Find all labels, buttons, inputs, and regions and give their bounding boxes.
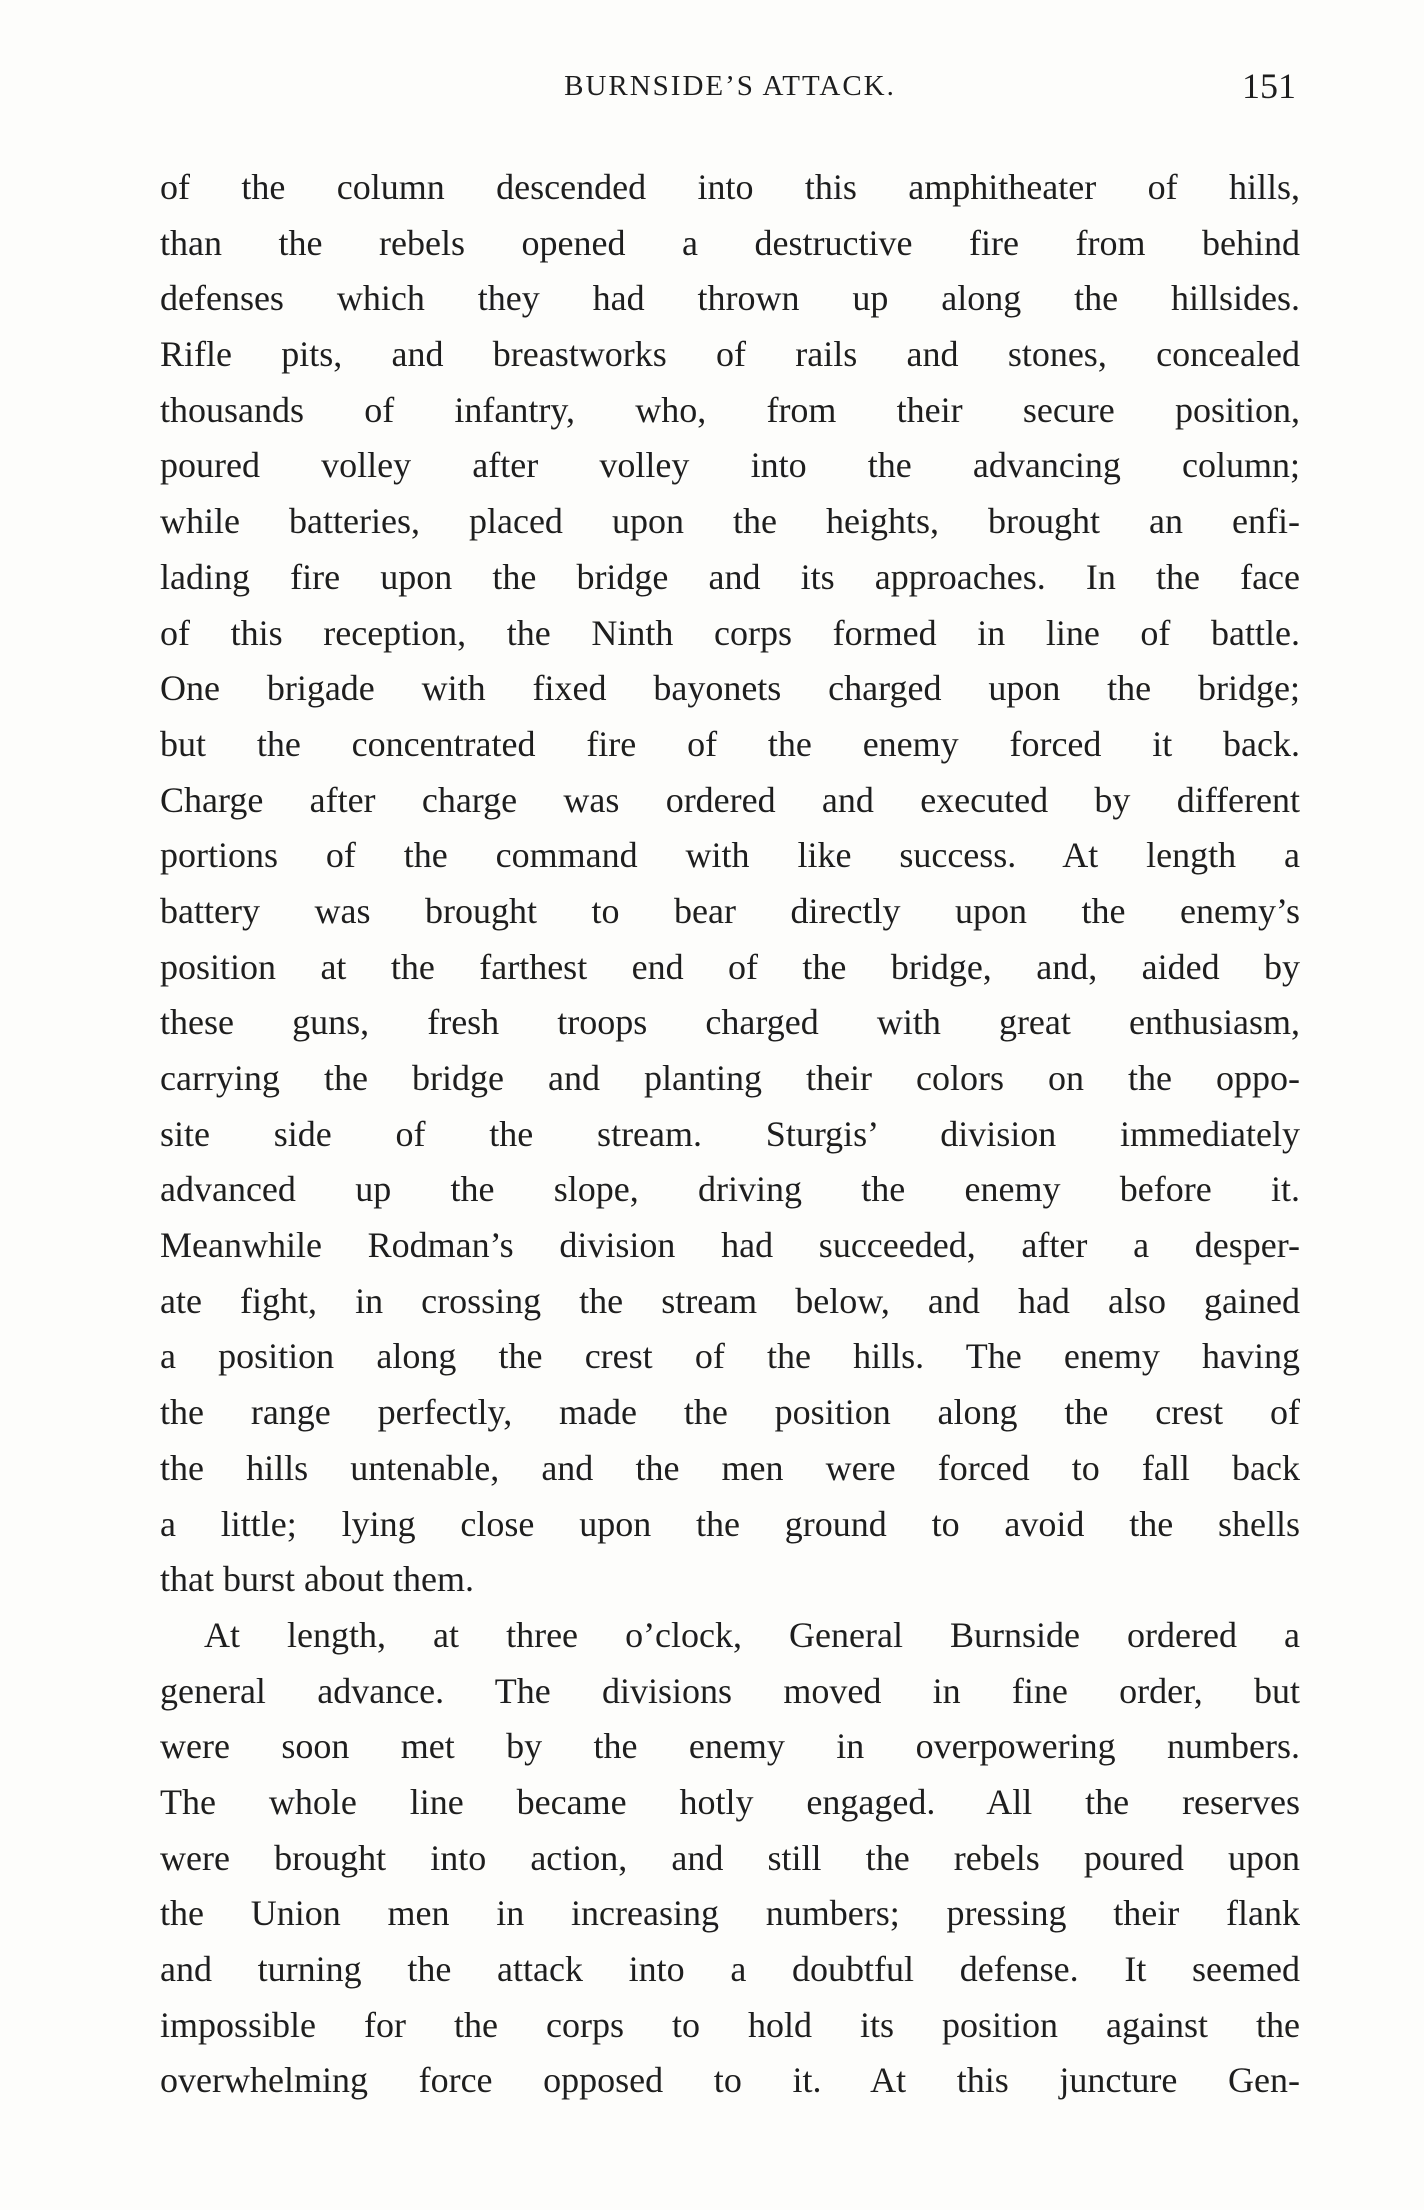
text-line: portions of the command with like success. At length a: [160, 835, 1300, 876]
text-line: site side of the stream. Sturgis’ division immediately: [160, 1113, 1300, 1154]
text-line: ate fight, in crossing the stream below, and had also gained: [160, 1280, 1300, 1321]
body-text: [160, 160, 1300, 2109]
text-line: advanced up the slope, driving the enemy before it.: [160, 1169, 1300, 1210]
text-line: the range perfectly, made the position along the crest of: [160, 1392, 1300, 1433]
text-line: defenses which they had thrown up along the hillsides.: [160, 278, 1300, 319]
text-line: than the rebels opened a destructive fire from behind: [160, 222, 1300, 263]
text-line: the hills untenable, and the men were forced to fall back: [160, 1447, 1300, 1488]
text-line: of the column descended into this amphitheater of hills,: [160, 167, 1300, 207]
paragraph: [160, 1608, 1300, 2109]
page-number: 151: [1242, 66, 1296, 106]
text-line: At length, at three o’clock, General Burnside ordered a: [204, 1614, 1300, 1655]
text-line: Meanwhile Rodman’s division had succeeded, after a desper-: [160, 1225, 1300, 1266]
running-head: [160, 62, 1300, 110]
text-line: Charge after charge was ordered and executed by different: [160, 779, 1300, 820]
text-line: poured volley after volley into the advancing column;: [160, 445, 1300, 486]
text-line: a position along the crest of the hills. The enemy having: [160, 1336, 1300, 1377]
text-line: position at the farthest end of the bridge, and, aided by: [160, 946, 1300, 987]
text-line: a little; lying close upon the ground to avoid the shells: [160, 1503, 1300, 1544]
text-line: and turning the attack into a doubtful defense. It seemed: [160, 1949, 1300, 1989]
text-line: carrying the bridge and planting their colors on the oppo-: [160, 1058, 1300, 1098]
text-line: these guns, fresh troops charged with great enthusiasm,: [160, 1002, 1300, 1043]
text-line: Rifle pits, and breastworks of rails and stones, concealed: [160, 334, 1300, 375]
text-line: the Union men in increasing numbers; pressing their flank: [160, 1893, 1300, 1934]
text-line: that burst about them.: [160, 1559, 474, 1600]
text-line: but the concentrated fire of the enemy forced it back.: [160, 723, 1300, 764]
text-line: impossible for the corps to hold its position against the: [160, 2004, 1300, 2045]
text-line: general advance. The divisions moved in fine order, but: [160, 1670, 1300, 1711]
text-line: battery was brought to bear directly upon the enemy’s: [160, 890, 1300, 931]
text-line: One brigade with fixed bayonets charged upon the bridge;: [160, 668, 1300, 709]
text-line: while batteries, placed upon the heights, brought an enfi-: [160, 501, 1300, 542]
text-line: The whole line became hotly engaged. All the reserves: [160, 1781, 1300, 1822]
running-title: BURNSIDE’S ATTACK.: [564, 70, 896, 102]
text-line: were brought into action, and still the rebels poured upon: [160, 1837, 1300, 1878]
paragraph: [160, 160, 1300, 1608]
text-line: of this reception, the Ninth corps formed in line of battle.: [160, 612, 1300, 653]
text-line: lading fire upon the bridge and its approaches. In the face: [160, 556, 1300, 597]
text-line: overwhelming force opposed to it. At this juncture Gen-: [160, 2060, 1300, 2101]
text-line: were soon met by the enemy in overpowering numbers.: [160, 1726, 1300, 1767]
text-line: thousands of infantry, who, from their secure position,: [160, 389, 1300, 430]
